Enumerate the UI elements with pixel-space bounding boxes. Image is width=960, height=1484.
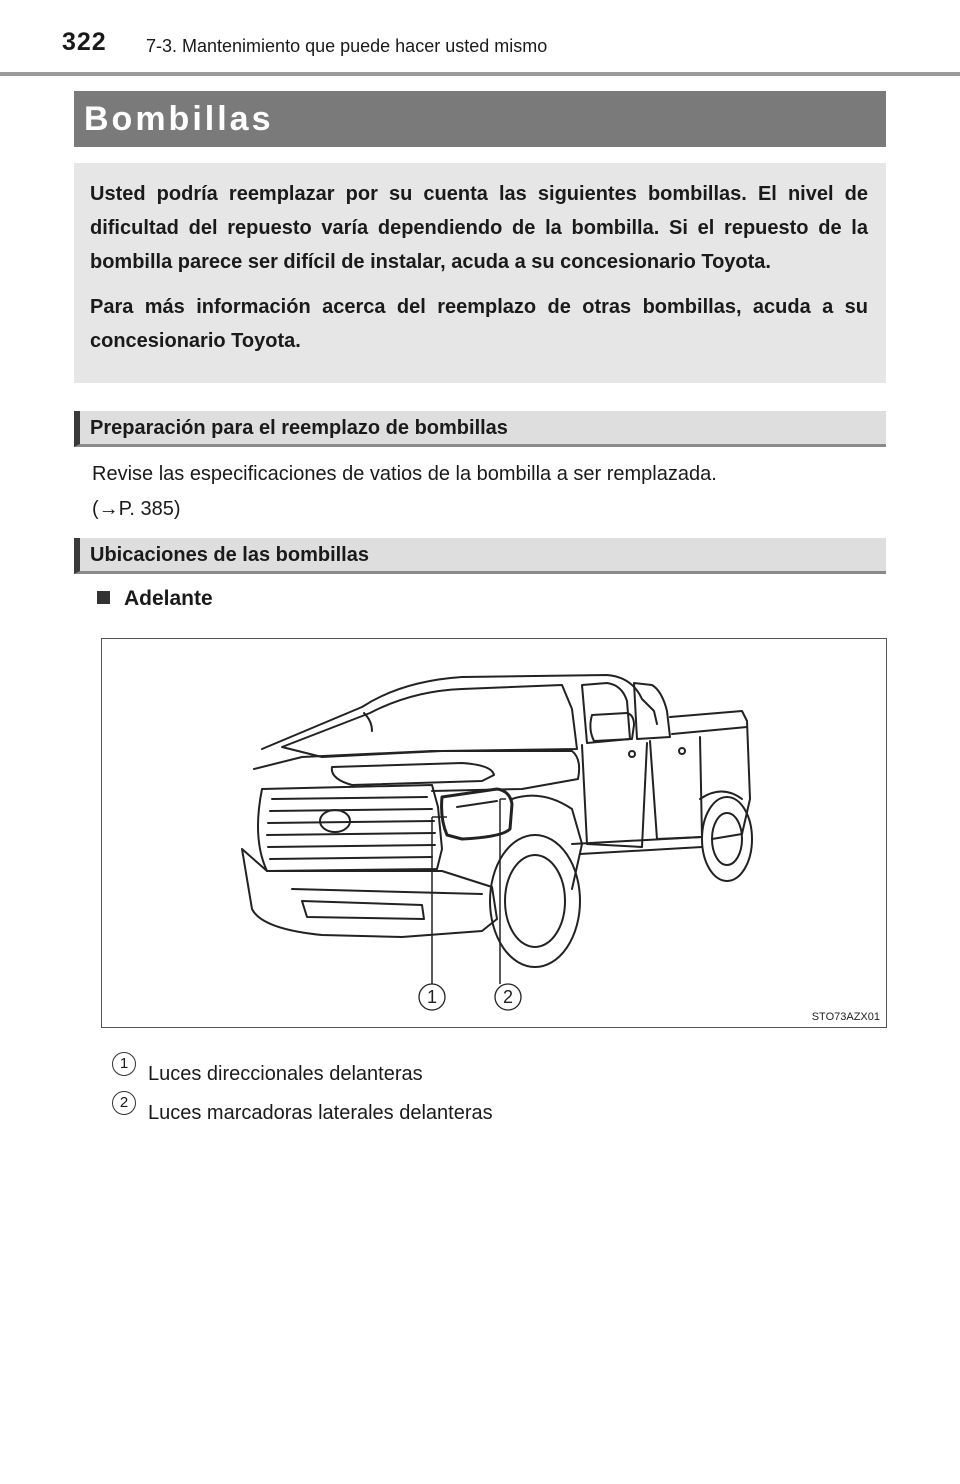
figure-code: STO73AZX01: [811, 1011, 880, 1023]
front-subheading-label: Adelante: [124, 587, 213, 610]
square-bullet-icon: [97, 591, 110, 604]
locations-heading: Ubicaciones de las bombillas: [74, 538, 886, 574]
rear-wheel: [702, 797, 752, 881]
front-subheading: [97, 587, 213, 611]
preparation-text: [92, 457, 872, 527]
preparation-text-line-1: Revise las especificaciones de vatios de la bombilla a ser remplazada.: [92, 463, 717, 485]
cab-roof-outline: [262, 675, 657, 749]
legend-item-1: [112, 1052, 423, 1085]
intro-box: [74, 163, 886, 383]
intro-paragraph-1: Usted podría reemplazar por su cuenta las siguientes bombillas. El nivel de dificultad del repuesto varía dependiendo de la bombilla. Si el repuesto de la bombilla parece ser difícil de instalar, acuda a su concesionario Toyota.: [90, 183, 868, 273]
legend-label-2: Luces marcadoras laterales delanteras: [148, 1102, 493, 1124]
callout-1-number: 1: [426, 987, 438, 1007]
front-fender: [512, 796, 582, 889]
rear-door: [650, 737, 702, 839]
intro-paragraph-2: Para más información acerca del reemplazo de otras bombillas, acuda a su concesionario Toyota.: [90, 296, 868, 352]
front-door: [582, 743, 647, 847]
callout-2-number: 2: [502, 987, 514, 1007]
legend-label-1: Luces direccionales delanteras: [148, 1063, 423, 1085]
legend-number-1: 1: [112, 1052, 136, 1076]
legend-item-2: [112, 1091, 493, 1124]
legend-number-2: 2: [112, 1091, 136, 1115]
section-title: Bombillas: [74, 91, 886, 147]
headlight: [442, 789, 512, 839]
preparation-heading: Preparación para el reemplazo de bombillas: [74, 411, 886, 447]
page-number: 322: [62, 28, 107, 56]
truck-figure: [101, 638, 887, 1028]
toyota-emblem: [320, 810, 350, 832]
truck-illustration: [102, 639, 888, 1029]
chapter-title: 7-3. Mantenimiento que puede hacer usted mismo: [146, 36, 548, 56]
rear-side-window: [634, 683, 670, 739]
header-rule: [0, 72, 960, 76]
page-reference-link[interactable]: (→P. 385): [92, 498, 181, 520]
